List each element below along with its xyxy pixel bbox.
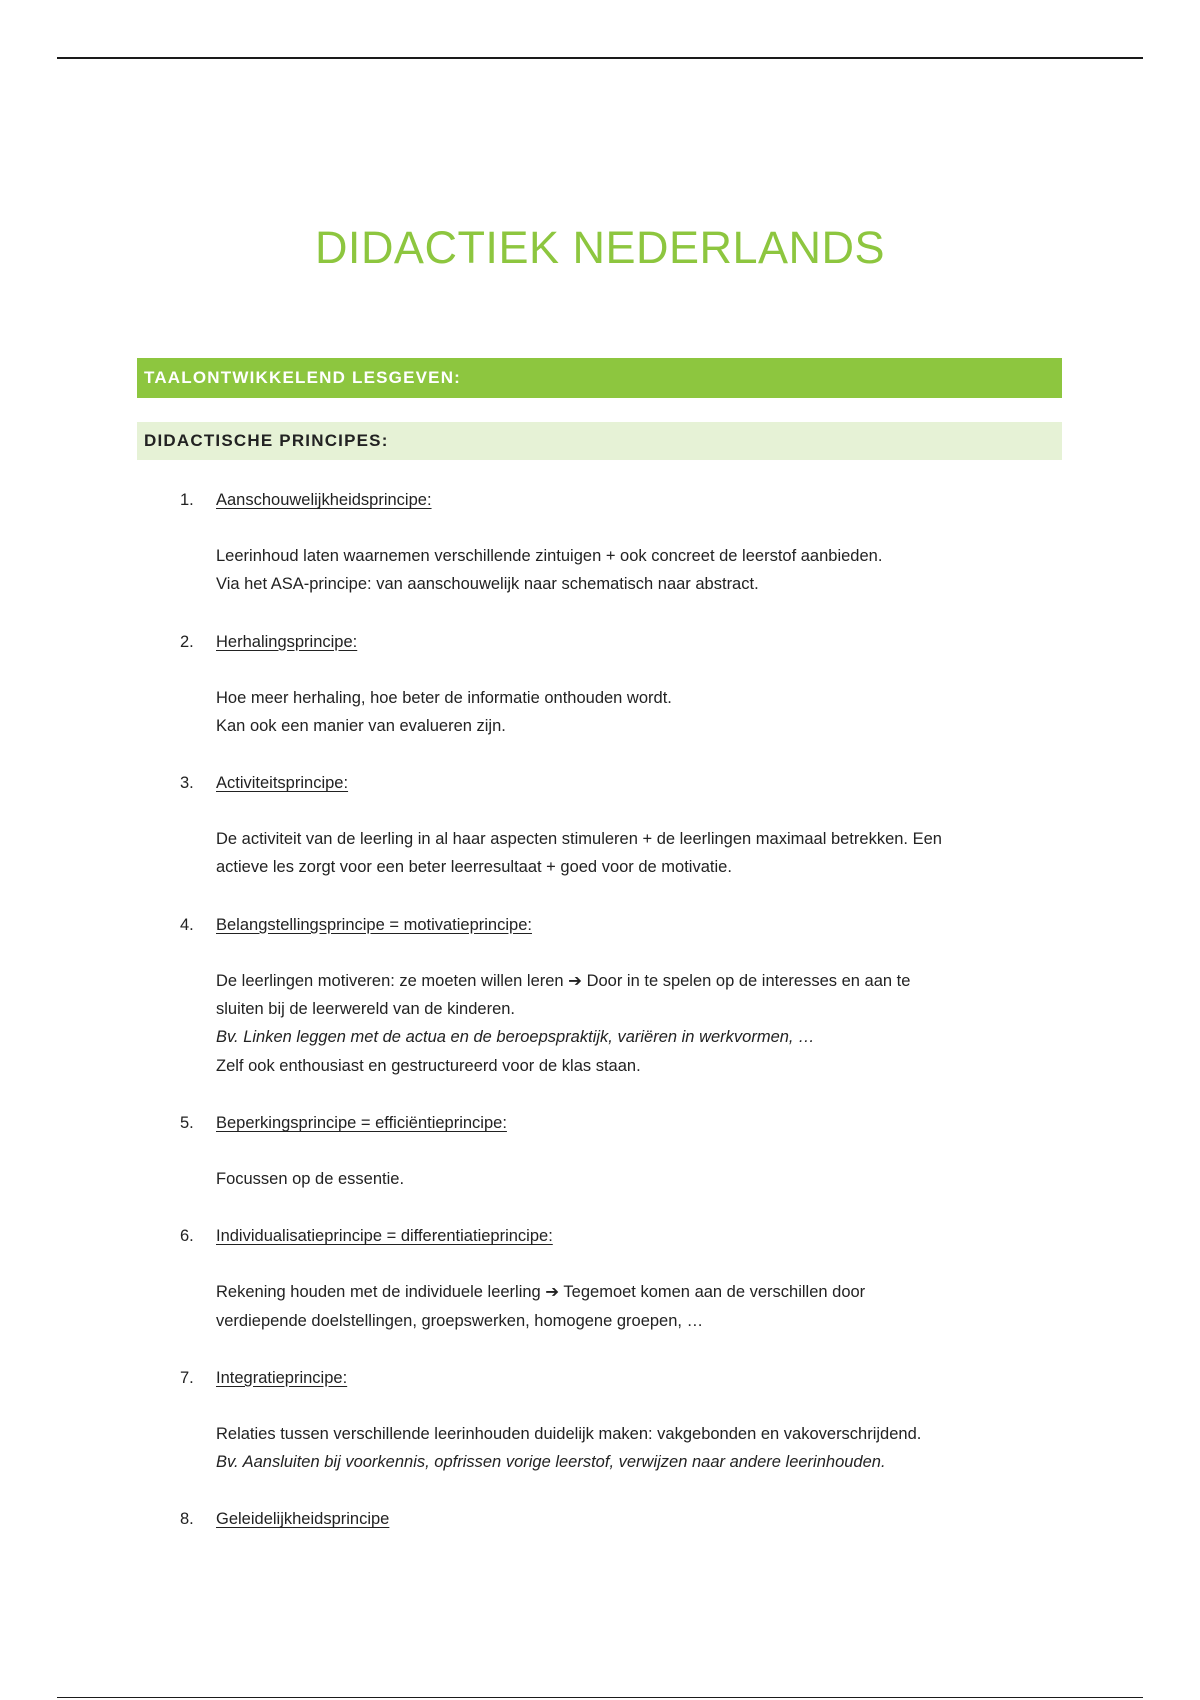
principle-example: Bv. Aansluiten bij voorkennis, opfrissen vorige leerstof, verwijzen naar andere leerinhouden. <box>216 1453 886 1472</box>
principle-item <box>0 1505 1200 1533</box>
subsection-heading: DIDACTISCHE PRINCIPES: <box>137 422 1062 460</box>
principle-title: Activiteitsprincipe: <box>216 774 349 793</box>
principle-body <box>216 1278 1036 1335</box>
principle-number: 3. <box>180 774 194 793</box>
principle-text: sluiten bij de leerwereld van de kinderen. <box>216 1000 516 1019</box>
principle-number: 5. <box>180 1113 194 1132</box>
principle-title: Aanschouwelijkheidsprincipe: <box>216 491 432 509</box>
principle-number: 1. <box>180 491 194 509</box>
principle-item <box>0 911 1200 1109</box>
principle-text: Kan ook een manier van evalueren zijn. <box>216 716 506 735</box>
principle-body <box>216 1420 1036 1477</box>
principle-number: 7. <box>180 1368 194 1387</box>
principle-number: 8. <box>180 1510 194 1529</box>
section-heading: TAALONTWIKKELEND LESGEVEN: <box>137 358 1062 398</box>
principle-title: Geleidelijkheidsprincipe <box>216 1510 390 1529</box>
principle-text: Focussen op de essentie. <box>216 1169 405 1188</box>
principle-text: Hoe meer herhaling, hoe beter de informatie onthouden wordt. <box>216 688 672 707</box>
top-rule <box>57 57 1143 59</box>
principle-text: verdiepende doelstellingen, groepswerken, homogene groepen, … <box>216 1311 704 1330</box>
principle-text: Relaties tussen verschillende leerinhouden duidelijk maken: vakgebonden en vakoverschrijdend. <box>216 1424 922 1443</box>
principle-item <box>0 1109 1200 1222</box>
principle-text: Via het ASA-principe: van aanschouwelijk naar schematisch naar abstract. <box>216 575 759 594</box>
principles-list <box>0 486 1200 1533</box>
principle-number: 2. <box>180 632 194 651</box>
principle-text: Rekening houden met de individuele leerling ➔ Tegemoet komen aan de verschillen door <box>216 1283 866 1302</box>
principle-text: De leerlingen motiveren: ze moeten willen leren ➔ Door in te spelen op de interesses en aan te <box>216 971 911 990</box>
document-title: DIDACTIEK NEDERLANDS <box>314 222 886 273</box>
principle-item <box>0 1222 1200 1364</box>
principle-text: De activiteit van de leerling in al haar aspecten stimuleren + de leerlingen maximaal betrekken. Een <box>216 830 942 849</box>
principle-title: Integratieprincipe: <box>216 1368 348 1387</box>
principle-body <box>216 825 1036 882</box>
principle-body <box>216 542 1036 599</box>
principle-item <box>0 628 1200 770</box>
principle-number: 6. <box>180 1227 194 1246</box>
principle-text: actieve les zorgt voor een beter leerresultaat + goed voor de motivatie. <box>216 858 732 877</box>
principle-number: 4. <box>180 915 194 934</box>
principle-text: Leerinhoud laten waarnemen verschillende zintuigen + ook concreet de leerstof aanbieden. <box>216 547 883 565</box>
principle-example: Bv. Linken leggen met de actua en de beroepspraktijk, variëren in werkvormen, … <box>216 1028 815 1047</box>
principle-title: Individualisatieprincipe = differentiatieprincipe: <box>216 1227 553 1246</box>
principle-title: Beperkingsprincipe = efficiëntieprincipe: <box>216 1113 507 1132</box>
bottom-rule <box>57 1697 1143 1698</box>
principle-body <box>216 1165 1036 1193</box>
principle-item <box>0 486 1200 628</box>
principle-title: Herhalingsprincipe: <box>216 632 358 651</box>
principle-title: Belangstellingsprincipe = motivatieprincipe: <box>216 915 532 934</box>
principle-body <box>216 684 1036 741</box>
principle-text: Zelf ook enthousiast en gestructureerd voor de klas staan. <box>216 1056 641 1075</box>
principle-body <box>216 967 1036 1080</box>
principle-item <box>0 1364 1200 1506</box>
principle-item <box>0 769 1200 911</box>
